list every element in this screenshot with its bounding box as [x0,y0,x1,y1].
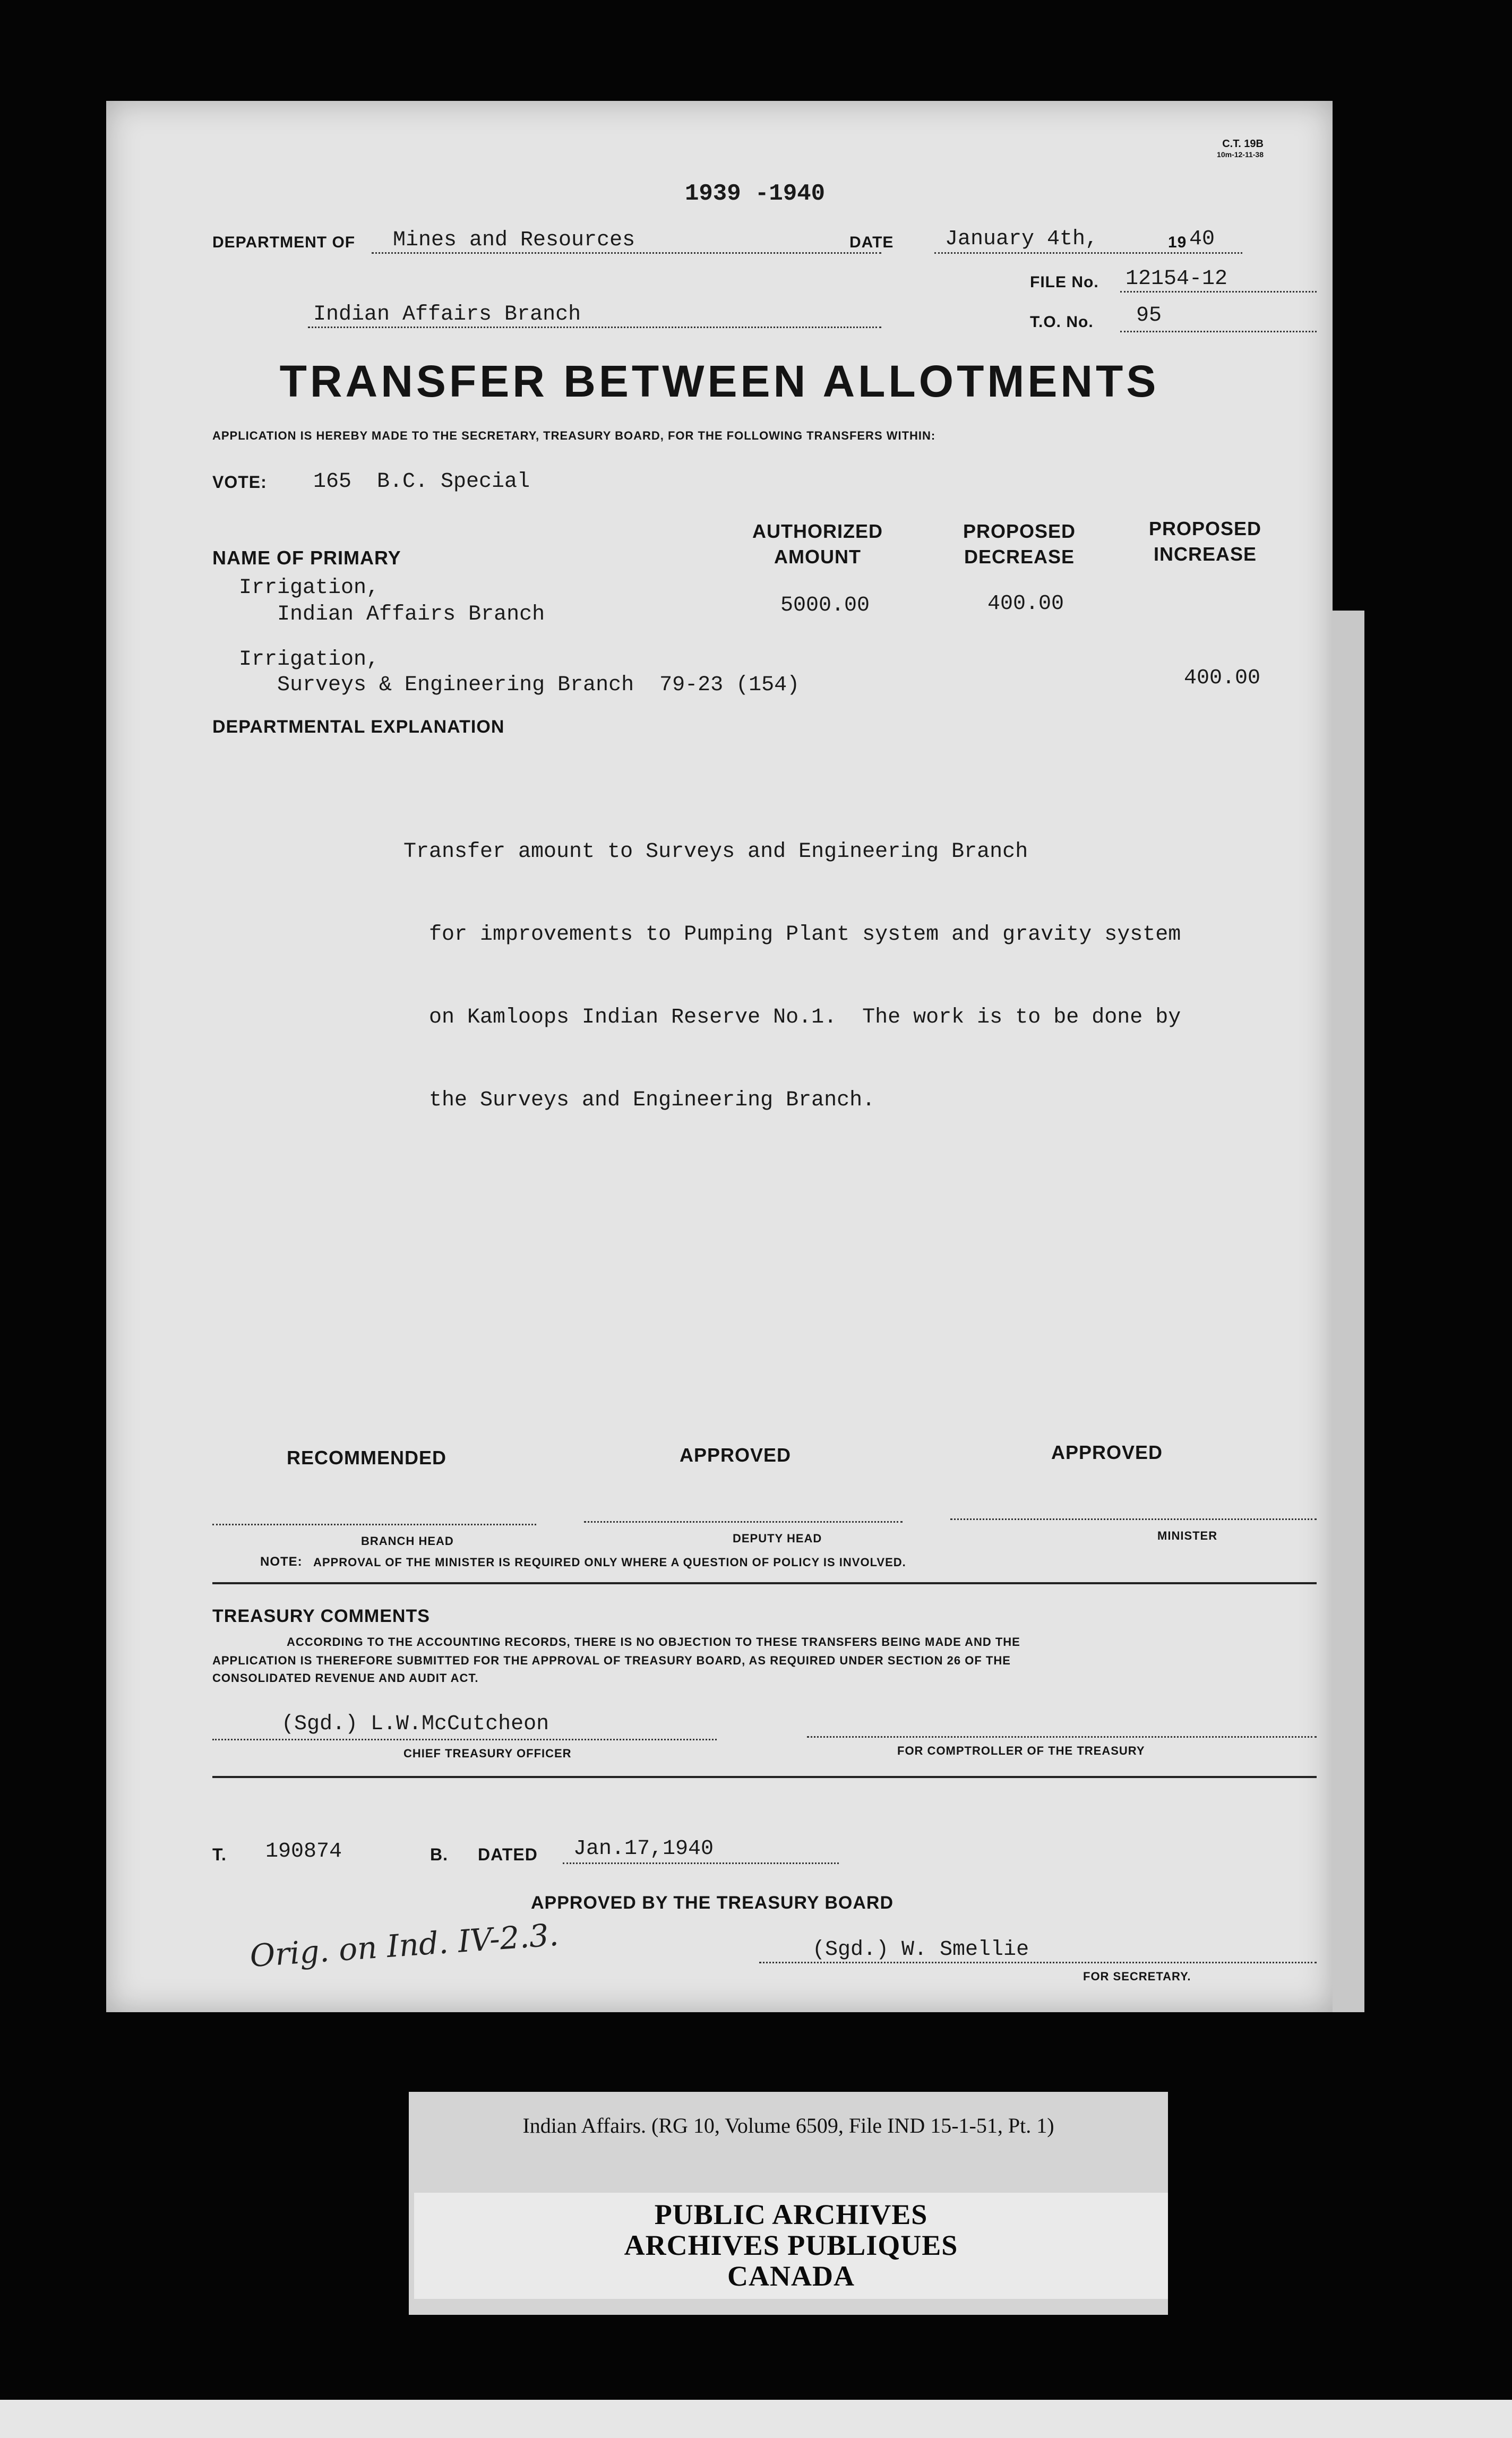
date-year-prefix: 19 [1168,234,1187,251]
branch-rule [308,327,881,328]
date-rule [934,252,1242,254]
row2-name-line2: Surveys & Engineering Branch 79-23 (154) [239,673,800,697]
row1-decrease: 400.00 [987,592,1064,616]
header-decrease-line1: PROPOSED [963,520,1076,542]
treasury-label: TREASURY COMMENTS [212,1606,430,1626]
row1-name-line2: Indian Affairs Branch [239,603,545,626]
deputy-head-rule [584,1521,903,1523]
vote-value: 165 B.C. Special [313,470,530,494]
to-label: T.O. No. [1030,313,1094,331]
comptroller-caption: FOR COMPTROLLER OF THE TREASURY [897,1744,1145,1757]
archive-line-3: CANADA [727,2260,855,2292]
approved-by-board: APPROVED BY THE TREASURY BOARD [531,1893,894,1913]
department-rule [372,252,881,254]
file-label: FILE No. [1030,273,1099,291]
row1-name-line1: Irrigation, [239,576,380,600]
minister-rule [950,1518,1317,1520]
file-rule [1120,291,1317,293]
dated-value: Jan.17,1940 [573,1837,714,1861]
chief-officer-caption: CHIEF TREASURY OFFICER [403,1747,572,1760]
explanation-line-2: for improvements to Pumping Plant system and gravity system [403,923,1181,947]
explanation-line-4: the Surveys and Engineering Branch. [403,1088,875,1112]
dated-rule [563,1862,839,1864]
header-authorized [727,520,908,568]
archive-stamp [414,2193,1168,2299]
header-authorized-line1: AUTHORIZED [752,520,883,542]
archive-line-2: ARCHIVES PUBLIQUES [624,2229,958,2261]
b-label: B. [430,1845,448,1864]
approved-label-2: APPROVED [1051,1441,1163,1463]
explanation-line-1: Transfer amount to Surveys and Engineering Branch [403,840,1028,864]
to-value: 95 [1136,304,1162,328]
treasury-divider [212,1776,1317,1778]
date-value: January 4th, [945,227,1098,251]
secretary-signature: (Sgd.) W. Smellie [812,1938,1029,1962]
archive-line-1: PUBLIC ARCHIVES [654,2199,928,2230]
for-secretary-caption: FOR SECRETARY. [1083,1970,1191,1983]
t-value: 190874 [265,1840,342,1864]
header-authorized-line2: AMOUNT [774,546,861,568]
minister-caption: MINISTER [1157,1529,1218,1542]
date-label: DATE [849,234,894,251]
application-note: APPLICATION IS HEREBY MADE TO THE SECRETARY, TREASURY BOARD, FOR THE FOLLOWING TRANSFERS WITHIN: [212,429,936,442]
branch-head-caption: BRANCH HEAD [361,1534,454,1548]
treasury-comment-line3: CONSOLIDATED REVENUE AND AUDIT ACT. [212,1671,479,1685]
treasury-comment-line2: APPLICATION IS THEREFORE SUBMITTED FOR THE APPROVAL OF TREASURY BOARD, AS REQUIRED UNDER SECTION 26 OF THE [212,1654,1011,1667]
form-title: TRANSFER BETWEEN ALLOTMENTS [279,356,1159,406]
row1-authorized: 5000.00 [780,594,870,617]
branch-value: Indian Affairs Branch [313,303,581,327]
secretary-rule [759,1962,1317,1963]
to-rule [1120,331,1317,332]
treasury-comment-line1: ACCORDING TO THE ACCOUNTING RECORDS, THERE IS NO OBJECTION TO THESE TRANSFERS BEING MADE AND THE [287,1635,1020,1649]
comptroller-rule [807,1736,1317,1738]
department-value: Mines and Resources [393,228,635,252]
film-edge [0,2400,1512,2438]
transfer-form-document [106,101,1333,2012]
row2-name-line1: Irrigation, [239,648,380,672]
archive-reference: Indian Affairs. (RG 10, Volume 6509, File IND 15-1-51, Pt. 1) [522,2114,1054,2137]
explanation-line-3: on Kamloops Indian Reserve No.1. The work is to be done by [403,1006,1181,1029]
note-label: NOTE: [260,1555,303,1569]
header-increase [1115,518,1295,565]
dated-label: DATED [478,1845,538,1864]
treasury-signature: (Sgd.) L.W.McCutcheon [281,1712,549,1736]
form-code [1157,138,1264,159]
date-year-suffix: 40 [1189,227,1215,251]
branch-head-rule [212,1524,536,1525]
department-label: DEPARTMENT OF [212,234,356,251]
file-value: 12154-12 [1126,267,1228,291]
explanation-label: DEPARTMENTAL EXPLANATION [212,717,505,737]
note-text: APPROVAL OF THE MINISTER IS REQUIRED ONLY WHERE A QUESTION OF POLICY IS INVOLVED. [313,1556,906,1569]
form-code-line2: 10m-12-11-38 [1217,150,1264,159]
row2-increase: 400.00 [1184,666,1261,690]
header-decrease [929,520,1110,568]
form-code-line1: C.T. 19B [1222,138,1264,150]
header-name-of-primary: NAME OF PRIMARY [212,547,401,569]
header-increase-line2: INCREASE [1153,543,1257,565]
explanation-text [403,783,1181,1170]
approved-label-1: APPROVED [680,1444,792,1466]
vote-label: VOTE: [212,473,267,492]
fiscal-year: 1939 -1940 [685,181,826,207]
deputy-head-caption: DEPUTY HEAD [733,1532,822,1545]
treasury-signature-rule [212,1739,717,1740]
recommended-label: RECOMMENDED [287,1447,447,1469]
header-increase-line1: PROPOSED [1148,518,1262,539]
approvals-divider [212,1582,1317,1584]
t-label: T. [212,1845,227,1864]
header-decrease-line2: DECREASE [964,546,1075,568]
handwritten-note: Orig. on Ind. IV-2.3. [248,1916,560,1975]
